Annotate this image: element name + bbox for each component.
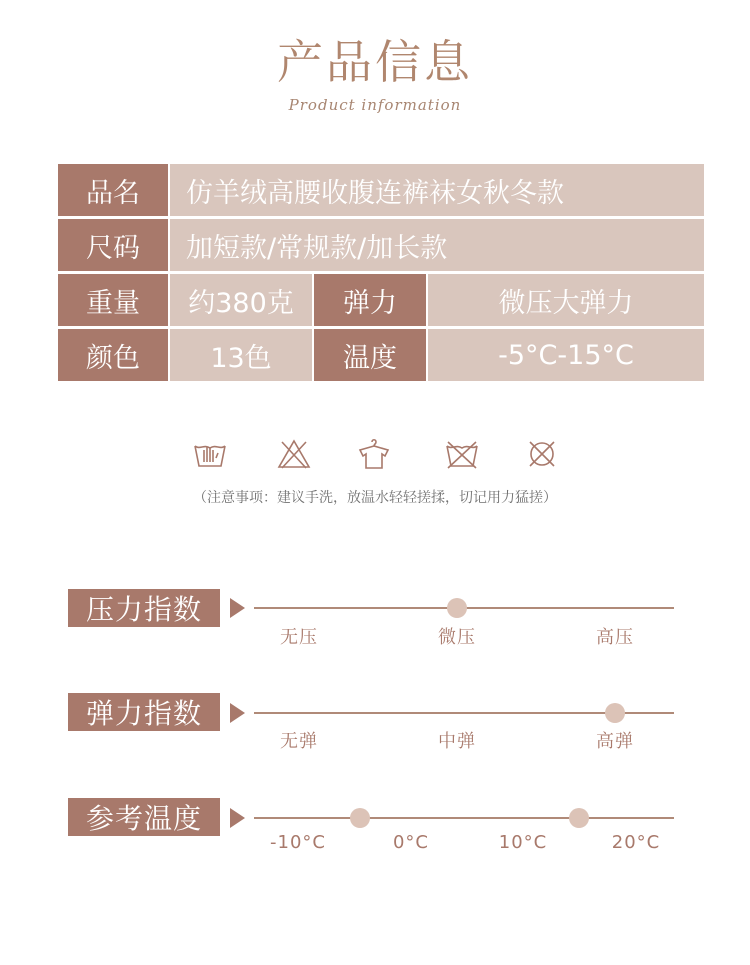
temperature-tick: 10°C [498,832,548,853]
temperature-max-marker [569,808,589,828]
no-bleach-icon [276,436,312,472]
care-icons [0,436,750,472]
size-value: 加短款/常规款/加长款 [170,219,704,271]
page-title: 产品信息 [277,35,473,89]
elasticity-tick: 中弹 [438,731,476,752]
name-label: 品名 [58,164,168,216]
temp-value: -5°C-15°C [428,329,704,381]
page-subtitle: Product information [288,96,462,114]
pressure-marker [447,598,467,618]
elastic-value: 微压大弹力 [428,274,704,326]
elastic-label: 弹力 [314,274,426,326]
elasticity-marker [605,703,625,723]
temperature-tick: 20°C [611,832,661,853]
care-note: （注意事项：建议手洗，放温水轻轻搓揉，切记用力猛搓） [193,490,557,506]
temperature-min-marker [350,808,370,828]
elasticity-tick: 无弹 [280,731,318,752]
pressure-tick: 高压 [596,627,634,648]
no-tumble-dry-icon [444,436,480,472]
color-label: 颜色 [58,329,168,381]
temperature-arrow-icon [230,808,245,828]
temperature-scale-line [254,817,674,819]
elasticity-index-label: 弹力指数 [68,693,220,731]
pressure-tick: 无压 [280,627,318,648]
temperature-tick: -10°C [270,832,326,853]
temperature-label: 参考温度 [68,798,220,836]
temperature-tick: 0°C [392,832,430,853]
size-label: 尺码 [58,219,168,271]
color-value: 13色 [170,329,312,381]
no-dry-clean-icon [524,436,560,472]
hang-dry-icon [356,436,392,472]
pressure-index-label: 压力指数 [68,589,220,627]
name-value: 仿羊绒高腰收腹连裤袜女秋冬款 [170,164,704,216]
elasticity-arrow-icon [230,703,245,723]
weight-label: 重量 [58,274,168,326]
pressure-arrow-icon [230,598,245,618]
pressure-tick: 微压 [438,627,476,648]
hand-wash-icon [192,436,228,472]
weight-value: 约380克 [170,274,312,326]
elasticity-tick: 高弹 [596,731,634,752]
temp-label: 温度 [314,329,426,381]
